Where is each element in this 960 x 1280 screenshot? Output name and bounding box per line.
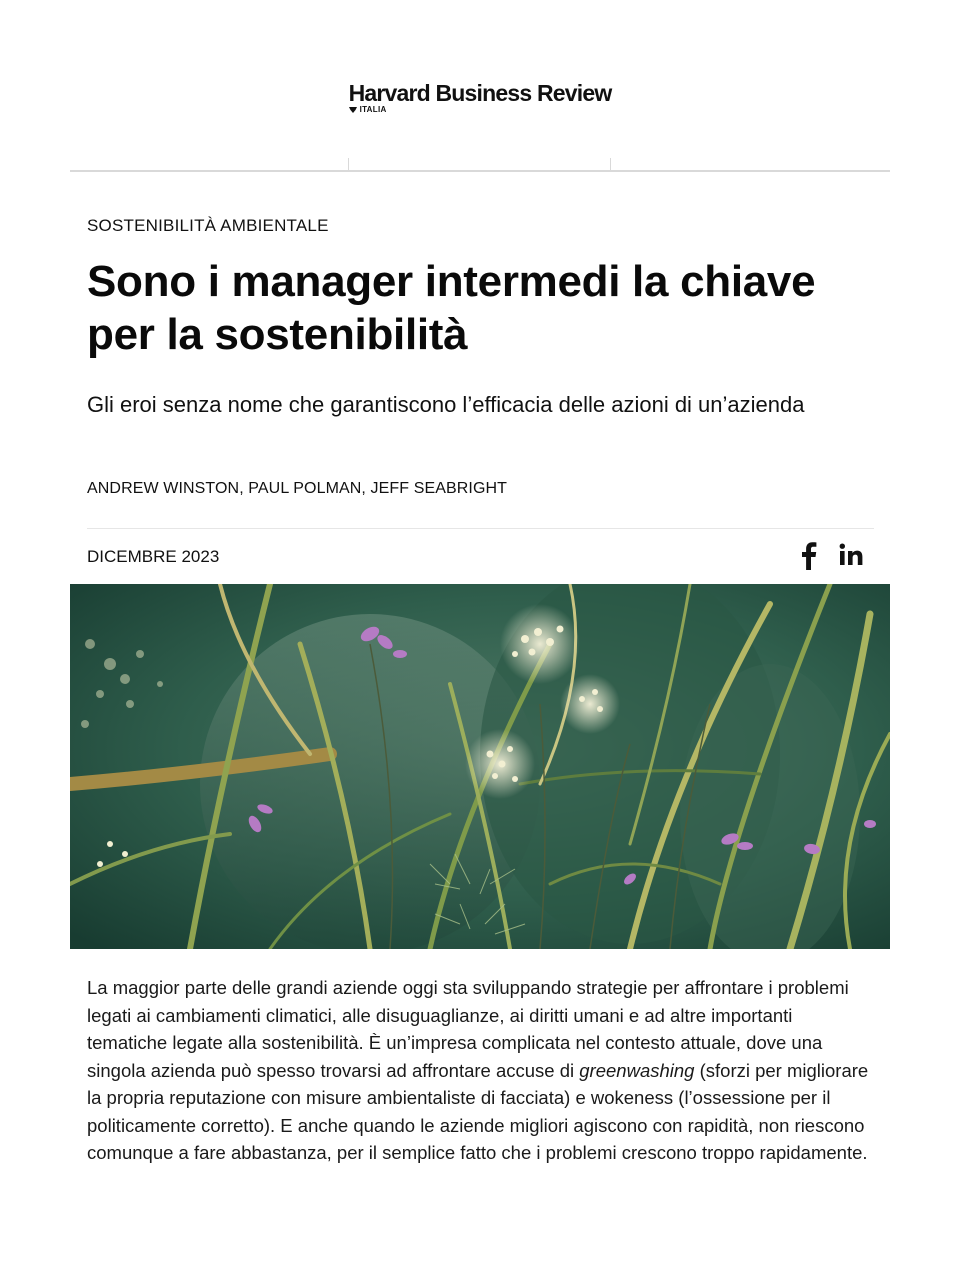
nav-rule bbox=[70, 170, 890, 172]
body-intro: La maggior parte delle grandi aziende oggi sta sviluppando strategie per affrontare i problemi legati ai cambiamenti climatici, alle disuguaglianze, ai diritti umani e ad altre importanti tematiche legate alla sostenibilità. È un’impresa complicata nel contesto attuale, dove una singola azienda può spesso trovarsi ad affrontare accuse di bbox=[87, 977, 849, 1081]
hero-image bbox=[70, 584, 890, 949]
article-body bbox=[87, 974, 877, 1167]
body-term: greenwashing bbox=[579, 1059, 695, 1081]
linkedin-icon[interactable] bbox=[838, 540, 864, 570]
botanical-illustration bbox=[70, 584, 890, 949]
article-authors[interactable]: ANDREW WINSTON, PAUL POLMAN, JEFF SEABRIGHT bbox=[87, 480, 508, 497]
article-category[interactable]: SOSTENIBILITÀ AMBIENTALE bbox=[87, 216, 329, 235]
body-rest: (sforzi per migliorare la propria reputazione con misure ambientaliste di facciata) e wokeness (l’ossessione per il politicamente corretto). E anche quando le aziende migliori agiscono con rapidità, non riescono comunque a fare abbastanza, per il semplice fatto che i problemi crescono troppo rapidamente. bbox=[87, 1059, 869, 1163]
nav-divider bbox=[348, 158, 349, 170]
article-subtitle: Gli eroi senza nome che garantiscono l’efficacia delle azioni di un’azienda bbox=[87, 392, 805, 417]
meta-divider bbox=[87, 528, 874, 529]
nav-divider bbox=[610, 158, 611, 170]
brand-name: Harvard Business Review bbox=[348, 80, 612, 106]
article-date: DICEMBRE 2023 bbox=[87, 547, 220, 566]
share-buttons bbox=[796, 540, 864, 570]
hbr-logo[interactable] bbox=[349, 80, 612, 114]
brand-edition-label: ITALIA bbox=[359, 105, 387, 114]
article-title: Sono i manager intermedi la chiave per la sostenibilità bbox=[87, 257, 816, 359]
facebook-icon[interactable] bbox=[796, 540, 822, 570]
shield-icon bbox=[349, 107, 357, 113]
masthead bbox=[0, 80, 960, 118]
brand-edition bbox=[349, 105, 612, 114]
